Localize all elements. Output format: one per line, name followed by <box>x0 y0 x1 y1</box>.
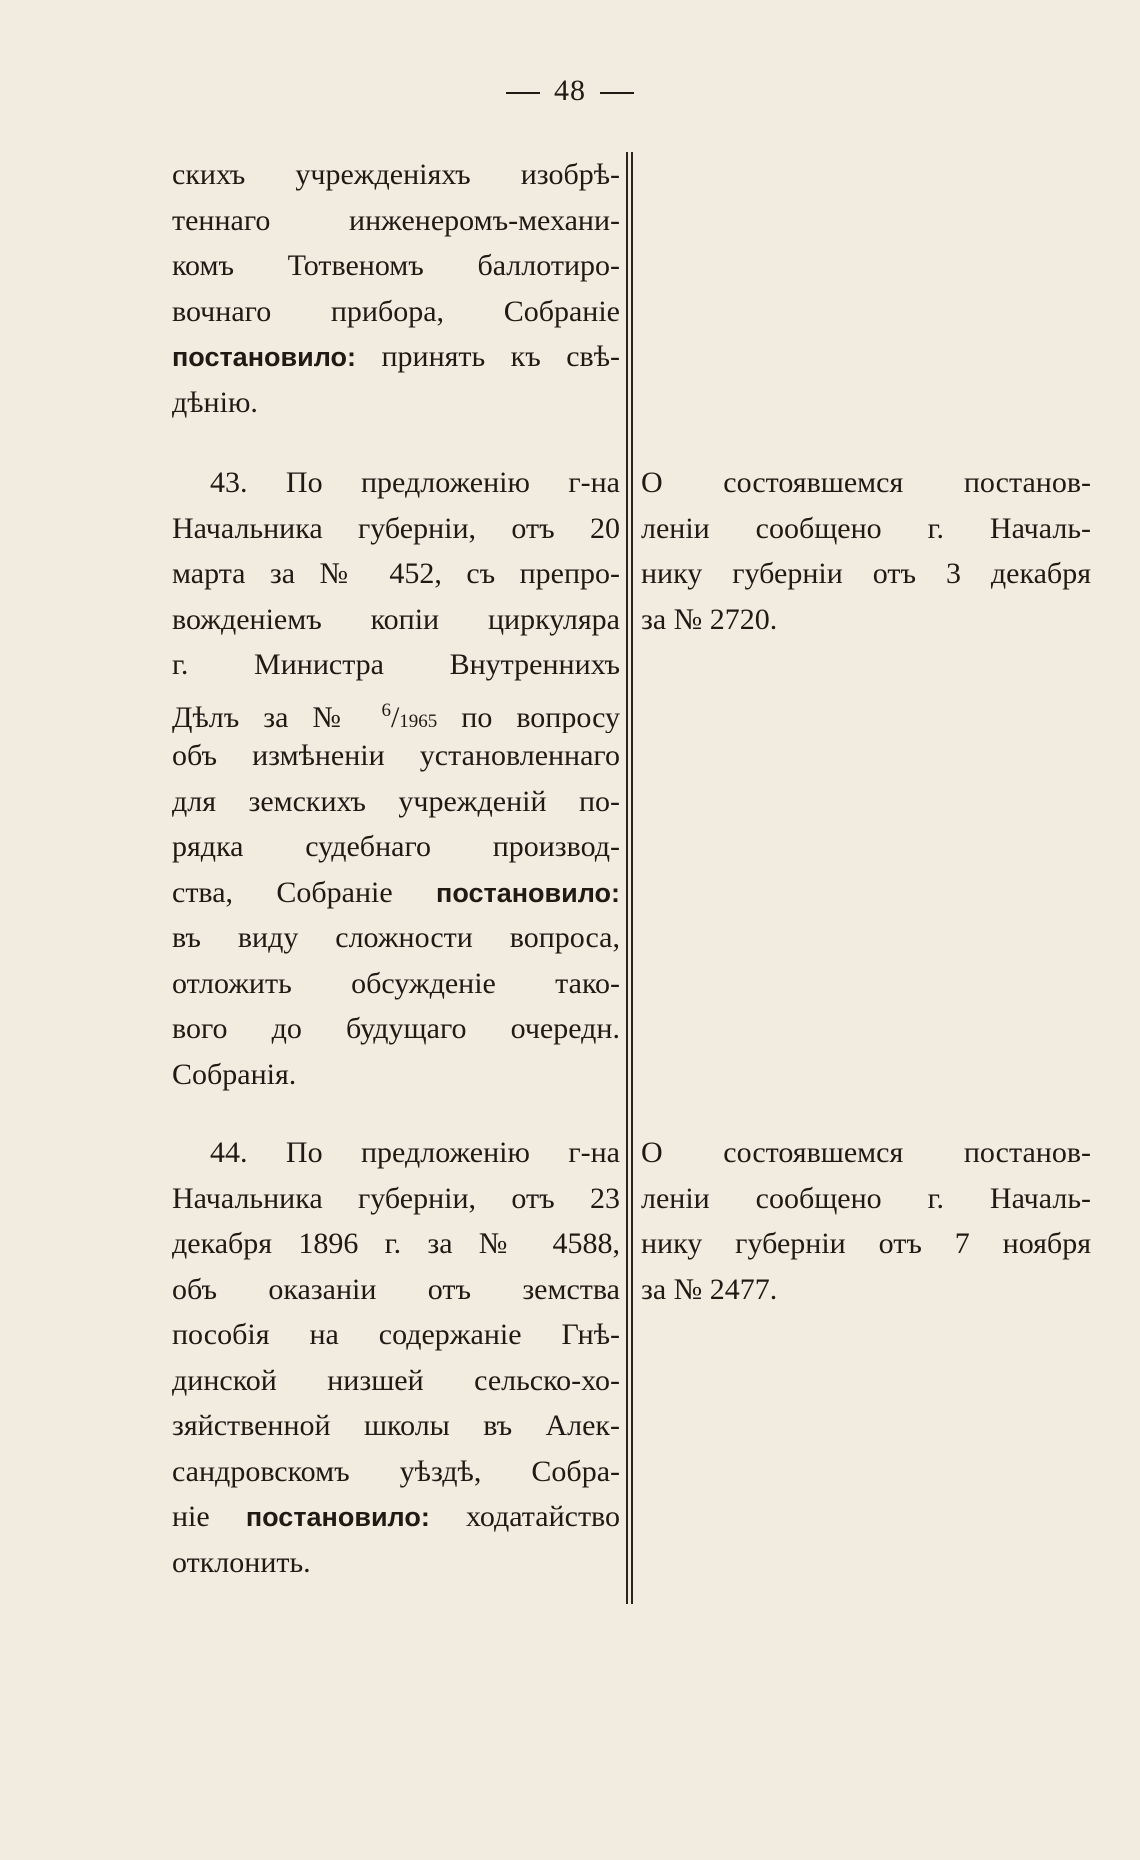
text-line: скихъ учрежденіяхъ изобрѣ- <box>172 158 620 191</box>
text-line: за № 2477. <box>641 1272 778 1306</box>
text-line: за № 2720. <box>641 602 778 636</box>
text-line <box>172 870 620 916</box>
text-line <box>172 334 620 380</box>
margin-note-44 <box>641 1130 1091 1312</box>
text-fragment: Дѣлъ за № <box>172 700 358 733</box>
text-fragment: ства, Собраніе <box>172 875 393 909</box>
text-line: объ измѣненіи установленнаго <box>172 739 620 772</box>
margin-note-43 <box>641 460 1091 642</box>
text-line: г. Министра Внутреннихъ <box>172 648 620 681</box>
text-line: нику губерніи отъ 7 ноября <box>641 1227 1091 1260</box>
text-fragment: ніе <box>172 1500 210 1533</box>
text-line: 44. По предложенію г-на <box>210 1136 620 1169</box>
text-line: отклонить. <box>172 1545 311 1579</box>
text-fragment: ходатайство <box>465 1500 620 1533</box>
text-line: объ оказаніи отъ земства <box>172 1272 620 1306</box>
page-number: 48 <box>554 74 586 107</box>
text-line: нику губерніи отъ 3 декабря <box>641 557 1091 590</box>
paragraph-43 <box>172 460 620 1097</box>
paragraph-continued <box>172 152 620 425</box>
paragraph-44 <box>172 1130 620 1585</box>
text-line: динской низшей сельско-хо- <box>172 1363 620 1397</box>
text-line: Собранія. <box>172 1057 297 1091</box>
text-line: комъ Тотвеномъ баллотиро- <box>172 249 620 282</box>
text-line: вого до будущаго очередн. <box>172 1012 620 1045</box>
text-line: Начальника губерніи, отъ 23 <box>172 1181 620 1215</box>
text-line <box>172 1494 620 1540</box>
text-line: 43. По предложенію г-на <box>210 466 620 499</box>
text-fragment: принять къ свѣ- <box>381 340 620 373</box>
text-line: для земскихъ учрежденій по- <box>172 784 620 818</box>
text-line: въ виду сложности вопроса, <box>172 921 620 954</box>
text-line: О состоявшемся постанов- <box>641 1136 1091 1169</box>
text-line: декабря 1896 г. за № 4588, <box>172 1227 620 1260</box>
text-line: Дѣлъ за № $^6$/1965 по вопросу <box>172 699 620 733</box>
text-line: рядка судебнаго производ- <box>172 830 620 863</box>
text-line: пособія на содержаніе Гнѣ- <box>172 1318 620 1351</box>
text-line: вочнаго прибора, Собраніе <box>172 294 620 328</box>
dash-left <box>506 92 540 94</box>
text-line: марта за № 452, съ препро- <box>172 557 620 590</box>
text-line: теннаго инженеромъ-механи- <box>172 203 620 237</box>
resolution-word: постановило: <box>436 877 620 908</box>
text-line: сандровскомъ уѣздѣ, Собра- <box>172 1454 620 1488</box>
fraction-denominator: 1965 <box>399 710 438 732</box>
resolution-word: постановило: <box>245 1502 430 1532</box>
text-line: О состоявшемся постанов- <box>641 466 1091 499</box>
dash-right <box>600 92 634 94</box>
text-line: леніи сообщено г. Началь- <box>641 511 1091 545</box>
fraction-numerator: 6 <box>381 699 391 721</box>
text-line: отложить обсужденіе тако- <box>172 966 620 1000</box>
text-line: дѣнію. <box>172 385 258 419</box>
text-line: зяйственной школы въ Алек- <box>172 1409 620 1442</box>
text-line: леніи сообщено г. Началь- <box>641 1181 1091 1215</box>
text-line: Начальника губерніи, отъ 20 <box>172 511 620 545</box>
text-line: вожденіемъ копіи циркуляра <box>172 602 620 636</box>
text-fragment: по вопросу <box>461 700 620 733</box>
resolution-word: постановило: <box>172 342 356 372</box>
column-divider <box>626 152 633 1604</box>
page-header <box>0 74 1140 108</box>
